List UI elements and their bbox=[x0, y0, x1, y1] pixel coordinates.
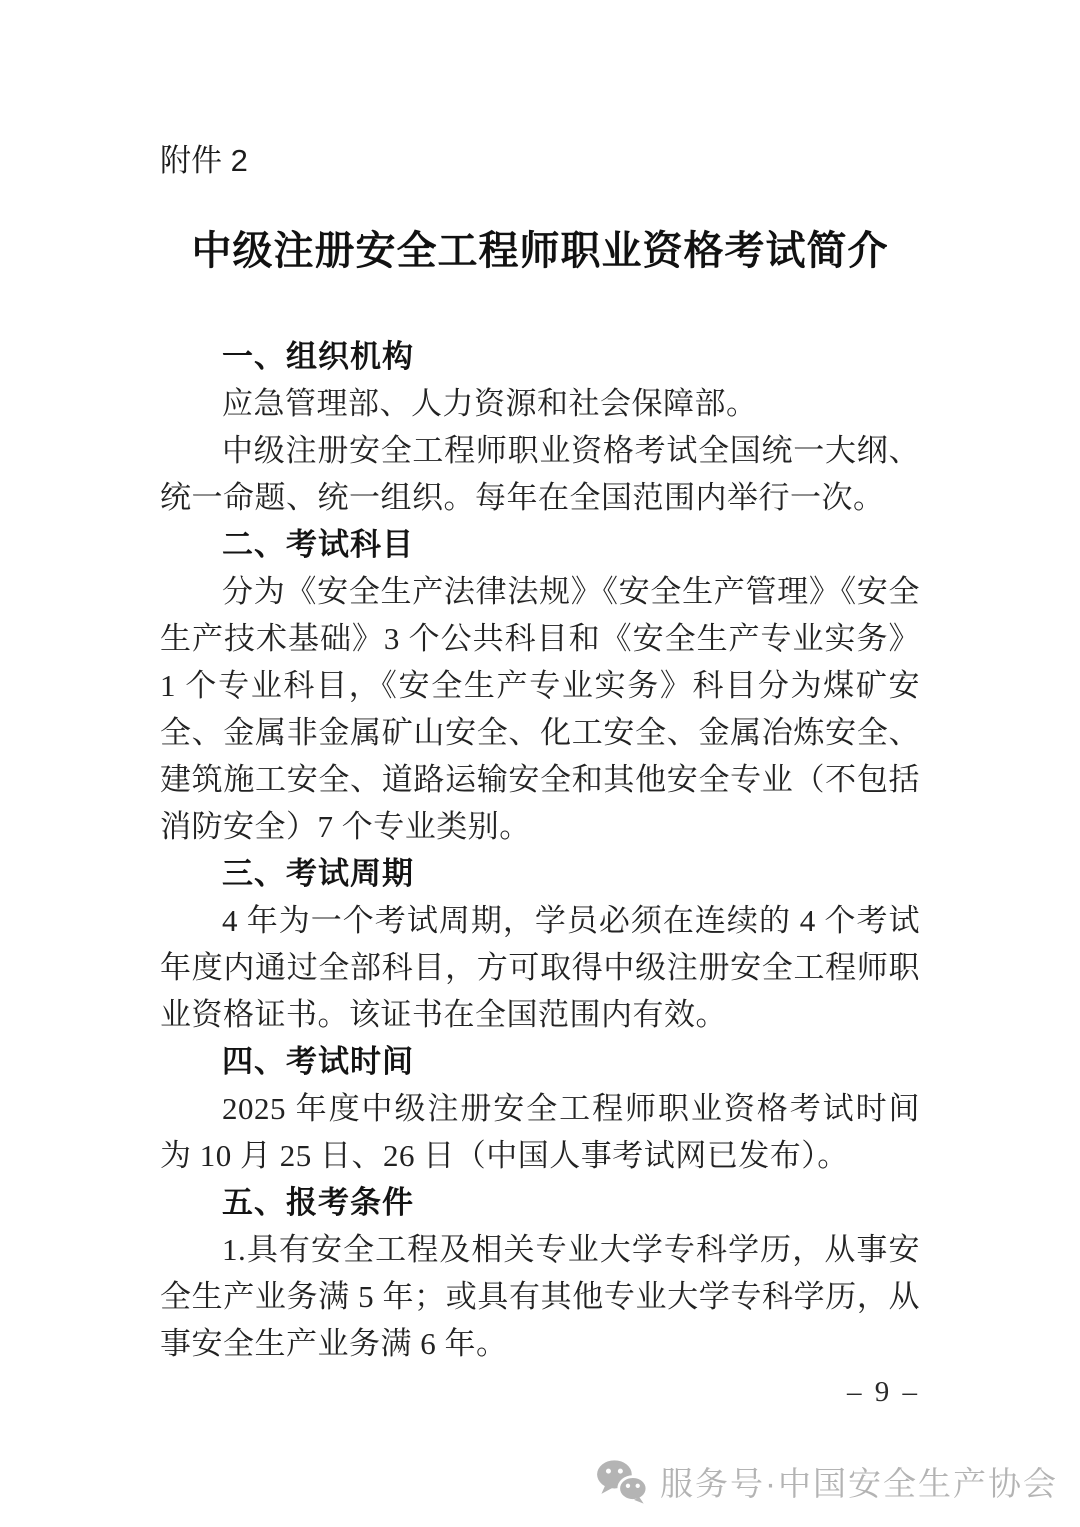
document-body bbox=[160, 333, 920, 1367]
paragraph: 分为《安全生产法律法规》《安全生产管理》《安全生产技术基础》3 个公共科目和《安全生产专业实务》1 个专业科目，《安全生产专业实务》科目分为煤矿安全、金属非金属矿山安全、化工安全、金属冶炼安全、建筑施工安全、道路运输安全和其他安全专业（不包括消防安全）7 个专业类别。 bbox=[160, 574, 920, 844]
section-exam-cycle bbox=[160, 850, 920, 1038]
paragraph: 1.具有安全工程及相关专业大学专科学历，从事安全生产业务满 5 年；或具有其他专业大学专科学历，从事安全生产业务满 6 年。 bbox=[160, 1232, 920, 1361]
section-exam-subjects bbox=[160, 521, 920, 850]
section-heading: 三、考试周期 bbox=[222, 856, 414, 891]
page-number: – 9 – bbox=[847, 1376, 920, 1408]
section-heading: 一、组织机构 bbox=[222, 339, 414, 374]
section-organization bbox=[160, 333, 920, 521]
paragraph: 4 年为一个考试周期，学员必须在连续的 4 个考试年度内通过全部科目，方可取得中级注册安全工程师职业资格证书。该证书在全国范围内有效。 bbox=[160, 903, 920, 1032]
service-account-watermark bbox=[596, 1458, 1058, 1505]
wechat-icon bbox=[596, 1459, 648, 1505]
paragraph: 应急管理部、人力资源和社会保障部。 bbox=[222, 386, 758, 421]
document-content bbox=[160, 143, 920, 1367]
document-title: 中级注册安全工程师职业资格考试简介 bbox=[191, 228, 889, 273]
section-heading: 五、报考条件 bbox=[222, 1185, 414, 1220]
attachment-label: 附件 2 bbox=[160, 143, 248, 178]
section-heading: 二、考试科目 bbox=[222, 527, 414, 562]
section-exam-time bbox=[160, 1038, 920, 1179]
paragraph: 中级注册安全工程师职业资格考试全国统一大纲、统一命题、统一组织。每年在全国范围内举行一次。 bbox=[160, 433, 920, 515]
section-heading: 四、考试时间 bbox=[222, 1044, 414, 1079]
section-application-requirements bbox=[160, 1179, 920, 1367]
watermark-text: 服务号·中国安全生产协会 bbox=[660, 1465, 1058, 1502]
paragraph: 2025 年度中级注册安全工程师职业资格考试时间为 10 月 25 日、26 日（中国人事考试网已发布）。 bbox=[160, 1091, 920, 1173]
